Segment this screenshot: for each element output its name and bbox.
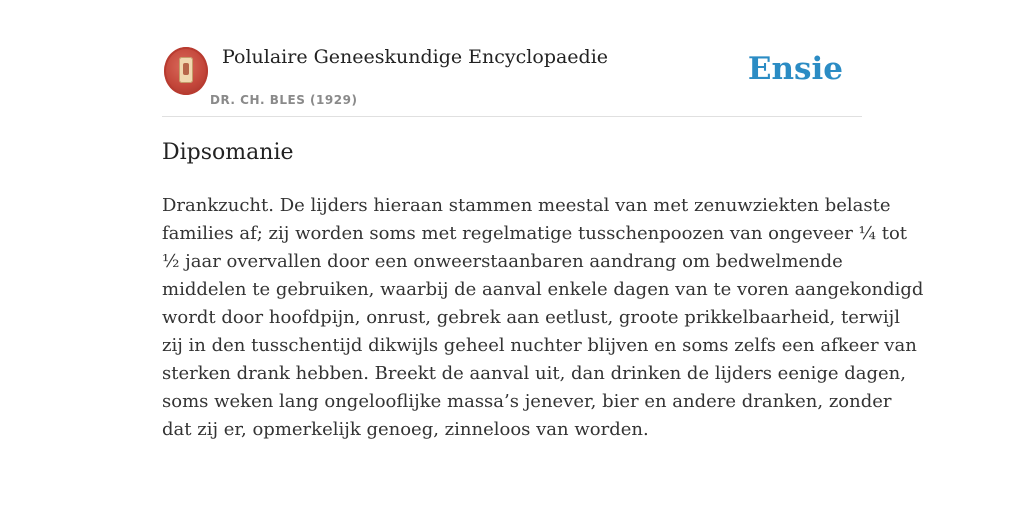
entry-body-line: Drankzucht. De lijders hieraan stammen meestal van met zenuwziekten belaste xyxy=(162,195,891,216)
book-title[interactable]: Polulaire Geneeskundige Encyclopaedie xyxy=(222,46,609,68)
header xyxy=(162,40,862,117)
entry-body-line: wordt door hoofdpijn, onrust, gebrek aan eetlust, groote prikkelbaarheid, terwijl xyxy=(162,307,900,328)
brand-logo[interactable]: Ensie xyxy=(747,51,843,87)
entry-body-line: soms weken lang ongelooflijke massa’s jenever, bier en andere dranken, zonder xyxy=(162,391,892,412)
book-cover-icon[interactable] xyxy=(164,47,208,95)
entry-body-line: middelen te gebruiken, waarbij de aanval enkele dagen van te voren aangekondigd xyxy=(162,279,924,300)
entry-body xyxy=(162,192,924,444)
entry-body-line: sterken drank hebben. Breekt de aanval uit, dan drinken de lijders eenige dagen, xyxy=(162,363,906,384)
cover-emblem-icon xyxy=(179,57,193,83)
entry-body-line: dat zij er, opmerkelijk genoeg, zinneloos van worden. xyxy=(162,419,649,440)
entry-title: Dipsomanie xyxy=(162,140,294,165)
entry-body-line: zij in den tusschentijd dikwijls geheel nuchter blijven en soms zelfs een afkeer van xyxy=(162,335,917,356)
book-author: DR. CH. BLES (1929) xyxy=(210,93,358,107)
entry-body-line: families af; zij worden soms met regelmatige tusschenpoozen van ongeveer ¼ tot xyxy=(162,223,908,244)
entry-body-line: ½ jaar overvallen door een onweerstaanbaren aandrang om bedwelmende xyxy=(162,251,843,272)
